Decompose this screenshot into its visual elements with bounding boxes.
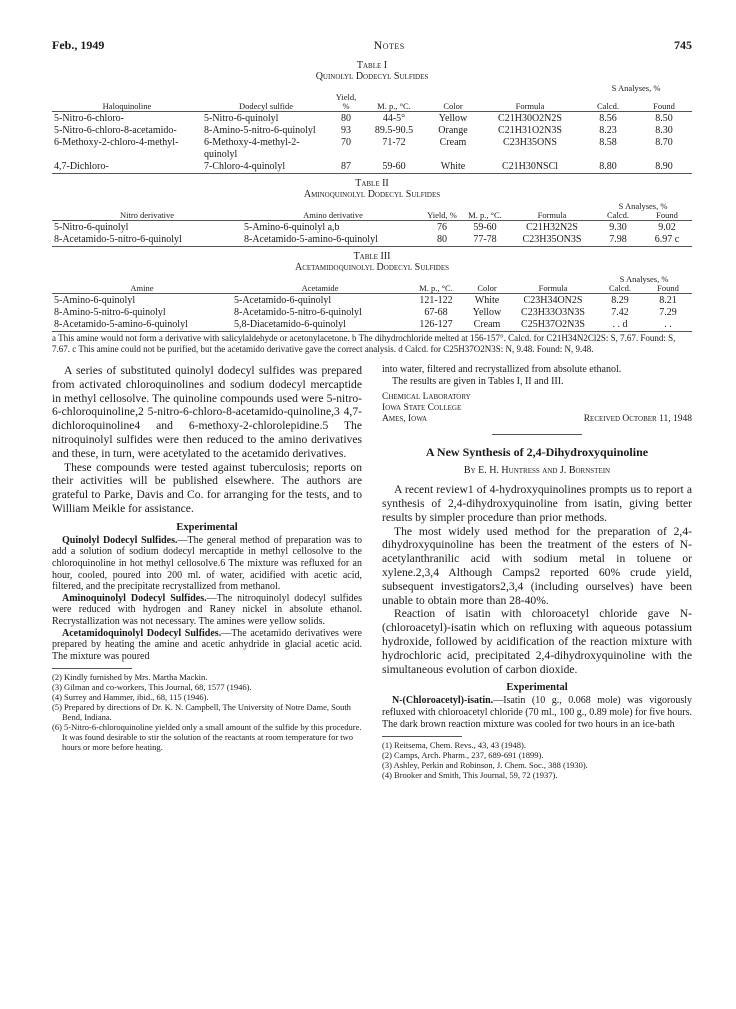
table-cell: 8.23 [599,125,617,136]
table-cell: 5-Amino-6-quinolyl [54,295,136,306]
subheading: Quinolyl Dodecyl Sulfides. [62,534,178,546]
table-cell: 8-Acetamido-5-amino-6-quinolyl [52,319,232,332]
subheading: N-(Chloroacetyl)-isatin. [392,695,494,707]
table-cell: 93 [341,125,351,136]
table-cell: 44-5° [382,113,406,124]
table-row [52,161,692,174]
table1-header-found: Found [636,93,692,112]
paragraph: The most widely used method for the preparation of 2,4-dihydroxyquinoline has been the treatment of the esters of N-acetylanthranilic acid with sodium metal in toluene or xylene.2,3,4 Although Camps2 reported 60% crude yield, subsequent investigators2,3,4 (including ourselves) have been unable to obtain more than 28-40%. [382,524,692,607]
table-cell: 5,8-Diacetamido-6-quinolyl [232,319,408,332]
paragraph-text: —Isatin (10 g., 0.068 mole) was vigorously refluxed with chloroacetyl chloride (70 ml., 100 g., 0.89 mole) for five hours. The dark brown reaction mixture was cooled for two hours in an ice-bath [382,695,692,730]
table-cell: 8.21 [659,295,677,306]
table-cell: 5-Acetamido-6-quinolyl [234,295,332,306]
paragraph: Reaction of isatin with chloroacetyl chloride gave N-(chloroacetyl)-isatin which on refluxing with aqueous potassium hydroxide, followed by acidification of the reaction mixture with hydrochloric acid, precipitated 2,4-dihydroxyquinoline with the simultaneous evolution of carbon dioxide. [382,607,692,676]
journal-page [52,38,692,780]
footnote: (3) Ashley, Perkin and Robinson, J. Chem. Soc., 388 (1930). [382,760,588,771]
table-cell: 87 [330,161,362,174]
table-row [52,112,692,126]
table2-header-formula: Formula [510,211,594,221]
header-date: Feb., 1949 [52,38,105,52]
table-cell: C21H31O2N3S [498,125,562,136]
table-row [52,307,692,319]
header-page-number: 745 [673,38,692,52]
article-authors: By E. H. Huntress and J. Bornstein [463,465,611,477]
paragraph: A recent review1 of 4-hydroxyquinolines prompts us to report a synthesis of 2,4-dihydroxyquinoline from isatin, giving better results by simpler procedure than prior methods. [382,483,692,524]
table-cell: 8.90 [636,161,692,174]
address-line: Ames, Iowa [382,414,428,425]
table-cell: 121-122 [419,295,453,306]
table-cell: 59-60 [362,161,426,174]
table-cell: 8-Amino-5-nitro-6-quinolyl [204,125,316,136]
running-header [52,38,692,58]
table-cell: 5-Amino-6-quinolyl a,b [244,222,340,233]
table-cell: 126-127 [408,319,464,332]
table3-label: Table III [353,251,391,262]
paragraph [52,593,362,628]
table-cell: 8.29 [611,295,629,306]
table-cell: Cream [464,319,510,332]
table2-header-nitro: Nitro derivative [52,211,242,221]
table-cell: 6-Methoxy-4-methyl-2-quinolyl [204,137,300,160]
paragraph: The results are given in Tables I, II and III. [392,375,564,387]
table1-header-yield: Yield, % [330,93,362,112]
footnote: (3) Gilman and co-workers, This Journal, 68, 1577 (1946). [52,682,252,693]
table2-header-yield: Yield, % [424,211,460,221]
table-cell: 9.30 [609,222,627,233]
table3-analyses-header: S Analyses, % [619,274,669,284]
footnote: (4) Brooker and Smith, This Journal, 59, 72 (1937). [382,770,558,781]
table-cell: 80 [341,113,351,124]
subheading: Acetamidoquinolyl Dodecyl Sulfides. [62,627,222,639]
table-cell: 59-60 [473,222,497,233]
footnote: (4) Surrey and Hammer, ibid., 68, 115 (1946). [52,692,209,703]
table3-header-formula: Formula [510,284,596,294]
table1-header-haloquinoline: Haloquinoline [52,93,202,112]
table-cell: 8.58 [599,137,617,148]
table1-header-calcd: Calcd. [580,93,636,112]
paragraph [382,695,692,730]
table2-title: Aminoquinolyl Dodecyl Sulfides [303,189,441,200]
table-cell: 71-72 [382,137,406,148]
table1-header-mp: M. p., °C. [362,93,426,112]
experimental-heading: Experimental [506,682,568,694]
table2-label: Table II [355,178,389,189]
table-cell: 8-Amino-5-nitro-6-quinolyl [54,307,166,318]
table-cell: 8.80 [580,161,636,174]
table-cell: C23H35ON3S [510,234,594,247]
table3 [52,275,692,332]
table-cell: Yellow [438,113,468,124]
table2 [52,202,692,247]
table2-header-calcd: Calcd. [594,211,642,221]
table3-header-found: Found [644,284,692,294]
table-cell: 5-Nitro-6-quinolyl [204,113,279,124]
paragraph [52,628,362,663]
table-cell: 67-68 [424,307,448,318]
table-row [52,234,692,247]
paragraph-text: —The general method of preparation was to add a solution of sodium dodecyl mercaptide in methyl cellosolve to the chloroquinoline in hot methyl cellosolve.6 The mixture was refluxed for an hour, cooled, poured into 200 ml. of water, acidified with acetic acid, filtered, and the precipitate recrystallized from methanol. [52,534,362,593]
subheading: Aminoquinolyl Dodecyl Sulfides. [62,592,207,604]
article-title: A New Synthesis of 2,4-Dihydroxyquinoline [425,445,649,460]
table1-label: Table I [356,60,388,71]
table-cell: Orange [438,125,468,136]
paragraph-text: —The acetamido derivatives were prepared by heating the amine and acetic anhydride in glacial acetic acid. The mixture was poured [52,627,362,662]
table-cell: 80 [424,234,460,247]
table-cell: 7.42 [611,307,629,318]
table2-header-amino: Amino derivative [242,211,424,221]
table-footnotes: a This amine would not form a derivative with salicylaldehyde or acetonylacetone. b The dihydrochloride melted at 156-157°. Calcd. for C21H34N2Cl2S: S, 7.67. Found: S, 7.67. c This amine could not be purified, but the acetamido derivative gave the correct analysis. d Calcd. for C25H37O2N3S: N, 9.48. Found: N, 9.48. [52,333,676,354]
table-row [52,137,692,161]
table-cell: 8-Acetamido-5-nitro-6-quinolyl [52,234,242,247]
table-cell: 70 [341,137,351,148]
table-row [52,319,692,332]
table-cell: C21H30NSCl [480,161,580,174]
table-cell: 8.50 [655,113,673,124]
footnote: (2) Kindly furnished by Mrs. Martha Mackin. [52,672,208,683]
table-cell: 7-Chloro-4-quinolyl [202,161,330,174]
table-cell: 89.5-90.5 [374,125,414,136]
table-cell: 76 [437,222,447,233]
footnote: (2) Camps, Arch. Pharm., 237, 689-691 (1899). [382,750,544,761]
footnote-rule [382,736,462,737]
header-section: Notes [373,38,405,52]
paragraph: A series of substituted quinolyl dodecyl sulfides was prepared from activated chloroquinolines and sodium dodecyl mercaptide in methyl cellosolve. The quinoline compounds used were 5-nitro-6-chloroquinoline,2 5-nitro-6-chloro-8-acetamido-quinoline,3 4,7-dichloroquinoline4 and 6-methoxy-2-chlorolepidine.5 The nitroquinolyl sulfides were then reduced to the amino derivatives and these, in turn, were acetylated to the acetamido derivatives. [52,364,362,460]
received-date: Received October 11, 1948 [583,414,692,425]
divider [492,434,582,435]
table-cell: 77-78 [460,234,510,247]
table1-title: Quinolyl Dodecyl Sulfides [315,71,429,82]
table2-header-mp: M. p., °C. [460,211,510,221]
table-cell: 5-Nitro-6-chloro- [54,113,124,124]
table-cell: White [474,295,500,306]
table3-title: Acetamidoquinolyl Dodecyl Sulfides [294,262,449,273]
table-cell: Cream [439,137,467,148]
table1-header-color: Color [426,93,480,112]
table-cell: . . [644,319,692,332]
footnote: (1) Reitsema, Chem. Revs., 43, 43 (1948). [382,740,527,751]
table-cell: White [426,161,480,174]
table3-header-mp: M. p., °C. [408,284,464,294]
table3-header-acetamide: Acetamide [232,284,408,294]
table1-analyses-header: S Analyses, % [611,83,661,93]
footnote-rule [52,668,132,669]
experimental-heading: Experimental [176,521,238,533]
table-cell: 8-Acetamido-5-amino-6-quinolyl [242,234,424,247]
table3-header-amine: Amine [52,284,232,294]
table-cell: 7.29 [659,307,677,318]
table-cell: 4,7-Dichloro- [52,161,202,174]
footnote: (5) Prepared by directions of Dr. K. N. Campbell, The University of Notre Dame, South Bend, Indiana. [52,702,351,723]
table-cell: C23H33O3N3S [521,307,585,318]
left-column [52,364,362,780]
table-row [52,221,692,235]
table-cell: 8.30 [655,125,673,136]
table-cell: 8-Acetamido-5-nitro-6-quinolyl [234,307,362,318]
table-cell: 6-Methoxy-2-chloro-4-methyl- [54,137,179,148]
table-cell: 9.02 [658,222,676,233]
table1-header-sulfide: Dodecyl sulfide [202,93,330,112]
table-cell: 8.70 [655,137,673,148]
paragraph-text: —The nitroquinolyl dodecyl sulfides were reduced with hydrogen and Raney nickel in absolute ethanol. Recrystallization was not necessary. The amines were yellow solids. [52,592,362,627]
table-cell: . . d [596,319,644,332]
address-line: Iowa State College [382,403,462,414]
table-cell: 6.97 c [642,234,692,247]
table-cell: 5-Nitro-6-quinolyl [54,222,129,233]
table-cell: C21H32N2S [526,222,578,233]
table-row [52,294,692,308]
table-cell: C25H37O2N3S [510,319,596,332]
paragraph [52,535,362,593]
address-line: Chemical Laboratory [382,392,471,403]
table1-header-formula: Formula [480,93,580,112]
right-column [382,364,692,780]
table-cell: C21H30O2N2S [498,113,562,124]
table-cell: 5-Nitro-6-chloro-8-acetamido- [54,125,177,136]
table3-header-color: Color [464,284,510,294]
table1 [52,84,692,174]
paragraph: These compounds were tested against tuberculosis; reports on their activities will be published elsewhere. The authors are grateful to Parke, Davis and Co. for arranging for the tests, and to William Meikle for assistance. [52,460,362,515]
table2-header-found: Found [642,211,692,221]
table-cell: C23H34ON2S [523,295,583,306]
table-row [52,125,692,137]
table-cell: 8.56 [599,113,617,124]
paragraph: into water, filtered and recrystallized from absolute ethanol. [382,364,622,375]
footnote: (6) 5-Nitro-6-chloroquinoline yielded only a small amount of the sulfide by this procedure. It was found desirable to stir the solution of the reactants at room temperature for two hours or more before heating. [52,722,362,753]
table2-analyses-header: S Analyses, % [618,201,668,211]
table-cell: C23H35ONS [503,137,557,148]
table3-header-calcd: Calcd. [596,284,644,294]
table-cell: 7.98 [594,234,642,247]
table-cell: Yellow [472,307,502,318]
